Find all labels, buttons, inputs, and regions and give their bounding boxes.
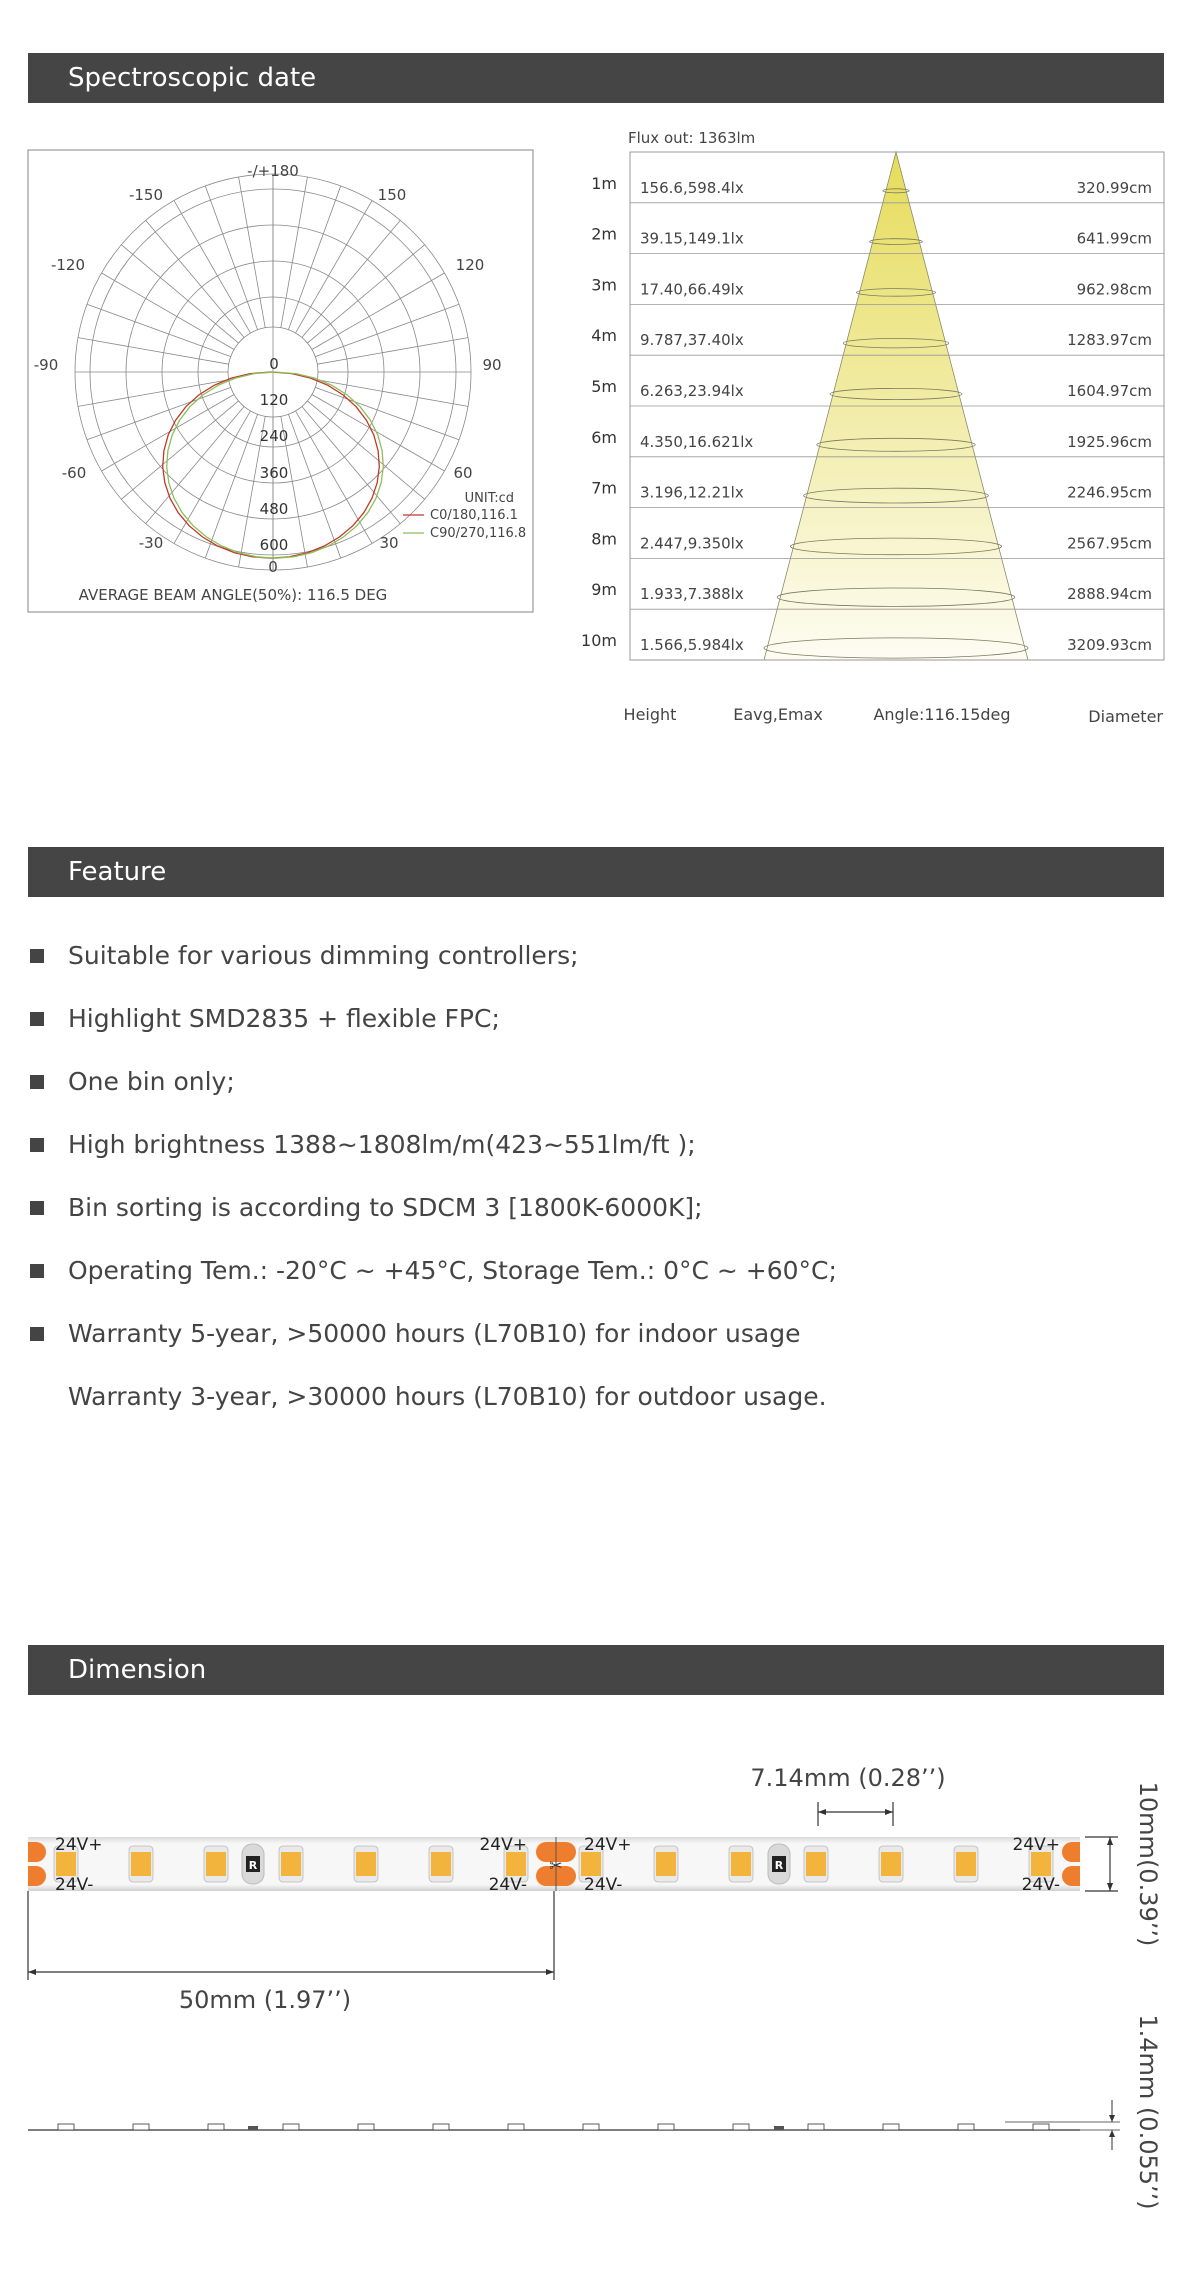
side-profile-components — [58, 2124, 1049, 2130]
led-chip-icon — [131, 1852, 151, 1876]
cone-diameter-value: 1283.97cm — [1067, 331, 1152, 350]
cone-diameter-value: 641.99cm — [1076, 229, 1152, 248]
thickness-dimension-label: 1.4mm (0.055’’) — [1134, 2014, 1162, 2210]
voltage-label-positive: 24V+ — [479, 1835, 527, 1855]
arrowhead-icon — [1109, 2115, 1115, 2137]
voltage-label-positive: 24V+ — [584, 1835, 632, 1855]
polar-grid-spoke — [315, 304, 459, 356]
feature-item-continuation: Warranty 3-year, >30000 hours (L70B10) for outdoor usage. — [68, 1382, 827, 1411]
section-title-text: Dimension — [68, 1655, 207, 1685]
cone-illuminance-value: 1.933,7.388lx — [640, 585, 744, 604]
led-chip-icon — [206, 1852, 226, 1876]
polar-grid-spoke — [317, 338, 468, 365]
voltage-label-negative: 24V- — [488, 1875, 527, 1895]
square-bullet-icon — [30, 1264, 44, 1278]
cone-diameter-value: 2246.95cm — [1067, 483, 1152, 502]
polar-grid-spoke — [121, 245, 238, 343]
cone-illuminance-value: 4.350,16.621lx — [640, 432, 754, 451]
polar-grid-spoke — [281, 177, 308, 328]
profile-led-chip — [433, 2124, 449, 2130]
led-chip-icon — [956, 1852, 976, 1876]
polar-angle-label: -/+180 — [247, 162, 299, 180]
cone-diameter-value: 1925.96cm — [1067, 432, 1152, 451]
voltage-label-negative: 24V- — [55, 1875, 94, 1895]
section-title-text: Spectroscopic date — [68, 63, 317, 93]
cone-height-label: 7m — [591, 478, 617, 498]
polar-angle-label: 30 — [379, 534, 399, 552]
polar-angle-label: -90 — [33, 356, 59, 374]
cone-diameter-value: 320.99cm — [1076, 178, 1152, 197]
feature-item: Operating Tem.: -20°C ~ +45°C, Storage Tem.: 0°C ~ +60°C; — [28, 1239, 1164, 1302]
led-chip-icon — [806, 1852, 826, 1876]
illuminance-cone-diagram — [581, 129, 1164, 726]
cone-illuminance-value: 2.447,9.350lx — [640, 534, 744, 553]
polar-grid-spoke — [146, 406, 244, 523]
polar-grid-spoke — [102, 273, 235, 350]
cone-height-label: 4m — [591, 326, 617, 346]
polar-grid-spoke — [296, 411, 373, 544]
led-chip-icon — [281, 1852, 301, 1876]
cone-illuminance-value: 3.196,12.21lx — [640, 483, 744, 502]
polar-radial-label: 240 — [259, 427, 289, 445]
polar-grid-spoke — [174, 201, 251, 334]
flux-out-label: Flux out: 1363lm — [628, 129, 756, 147]
polar-grid-spoke — [302, 220, 400, 337]
cut-length-dimension-label: 50mm (1.97’’) — [178, 1986, 352, 2014]
profile-led-chip — [658, 2124, 674, 2130]
led-chip-icon — [506, 1852, 526, 1876]
resistor-label: R — [248, 1859, 258, 1872]
cone-diameter-value: 1604.97cm — [1067, 382, 1152, 400]
polar-radial-label: 600 — [259, 536, 289, 554]
feature-item: Highlight SMD2835 + flexible FPC; — [28, 987, 1164, 1050]
cone-illuminance-value: 156.6,598.4lx — [640, 178, 744, 197]
polar-angle-label: -30 — [138, 534, 164, 552]
dimension-drawing — [0, 1740, 1191, 2293]
led-chip-icon — [731, 1852, 751, 1876]
polar-grid-spoke — [121, 401, 238, 499]
photometric-charts — [0, 0, 1191, 760]
voltage-label-positive: 24V+ — [55, 1835, 103, 1855]
cone-height-label: 5m — [591, 377, 617, 396]
cone-diameter-value: 2567.95cm — [1067, 534, 1152, 553]
polar-angle-label: 60 — [453, 464, 473, 482]
polar-grid-spoke — [315, 387, 459, 439]
square-bullet-icon — [30, 1138, 44, 1152]
cone-height-label: 1m — [591, 173, 617, 193]
polar-grid-spoke — [87, 304, 231, 356]
polar-angle-label: 150 — [377, 186, 407, 204]
led-chip-icon — [431, 1852, 451, 1876]
cone-illuminance-value: 1.566,5.984lx — [640, 636, 744, 654]
feature-item: One bin only; — [28, 1050, 1164, 1113]
led-chip-icon — [656, 1852, 676, 1876]
square-bullet-icon — [30, 1012, 44, 1026]
polar-radial-label: 120 — [259, 391, 289, 409]
polar-grid-spoke — [296, 201, 373, 334]
profile-resistor — [774, 2126, 784, 2130]
profile-led-chip — [958, 2124, 974, 2130]
profile-led-chip — [508, 2124, 524, 2130]
polar-grid-spoke — [205, 186, 257, 330]
square-bullet-icon — [30, 1201, 44, 1215]
voltage-label-positive: 24V+ — [1012, 1835, 1060, 1855]
cone-height-label: 2m — [591, 224, 617, 244]
polar-grid-spoke — [307, 401, 424, 499]
voltage-label-negative: 24V- — [1021, 1875, 1060, 1895]
polar-grid-spoke — [78, 338, 229, 365]
profile-led-chip — [133, 2124, 149, 2130]
cone-illuminance-value: 9.787,37.40lx — [640, 331, 744, 350]
beam-angle-caption: AVERAGE BEAM ANGLE(50%): 116.5 DEG — [78, 586, 388, 604]
section-title-feature — [28, 847, 1164, 897]
polar-grid-spoke — [205, 414, 257, 558]
square-bullet-icon — [30, 949, 44, 963]
profile-led-chip — [358, 2124, 374, 2130]
polar-angle-label: -120 — [50, 256, 86, 274]
profile-led-chip — [58, 2124, 74, 2130]
legend-entry: C90/270,116.8 — [430, 526, 527, 541]
polar-angle-label: 0 — [268, 558, 278, 576]
feature-item: Warranty 5-year, >50000 hours (L70B10) for indoor usage — [28, 1302, 1164, 1365]
legend-entry: C0/180,116.1 — [430, 508, 518, 523]
led-chip-icon — [881, 1852, 901, 1876]
square-bullet-icon — [30, 1327, 44, 1341]
polar-radial-label: 0 — [269, 355, 279, 373]
feature-list — [28, 924, 1164, 1428]
pitch-dimension-label: 7.14mm (0.28’’) — [750, 1764, 946, 1792]
cone-height-label: 10m — [581, 631, 617, 650]
polar-radial-label: 480 — [259, 500, 289, 518]
cone-height-label: 6m — [591, 427, 617, 447]
polar-grid-spoke — [288, 186, 340, 330]
cone-diameter-value: 962.98cm — [1076, 280, 1152, 299]
cone-footer-height: Height — [623, 705, 677, 724]
polar-radial-label: 360 — [259, 464, 289, 482]
led-chip-icon — [581, 1852, 601, 1876]
feature-item: Bin sorting is according to SDCM 3 [1800K-6000K]; — [28, 1176, 1164, 1239]
led-chip-icon — [1031, 1852, 1051, 1876]
profile-resistor — [248, 2126, 258, 2130]
feature-item: High brightness 1388~1808lm/m(423~551lm/ft ); — [28, 1113, 1164, 1176]
cone-illuminance-value: 39.15,149.1lx — [640, 229, 744, 248]
width-dimension-label: 10mm(0.39’’) — [1134, 1781, 1162, 1947]
square-bullet-icon — [30, 1075, 44, 1089]
profile-led-chip — [883, 2124, 899, 2130]
section-title-dimension — [28, 1645, 1164, 1695]
cone-height-label: 9m — [591, 580, 617, 600]
cone-illuminance-value: 6.263,23.94lx — [640, 382, 744, 400]
scissors-icon: ✂ — [549, 1856, 563, 1875]
cone-footer-eavg: Eavg,Emax — [733, 705, 823, 724]
cone-diameter-value: 2888.94cm — [1067, 585, 1152, 604]
cone-illuminance-value: 17.40,66.49lx — [640, 280, 744, 299]
polar-grid-spoke — [307, 245, 424, 343]
polar-grid-spoke — [174, 411, 251, 544]
profile-led-chip — [583, 2124, 599, 2130]
polar-grid-spoke — [288, 414, 340, 558]
led-chip-icon — [56, 1852, 76, 1876]
profile-led-chip — [733, 2124, 749, 2130]
profile-led-chip — [1033, 2124, 1049, 2130]
voltage-label-negative: 24V- — [584, 1875, 623, 1895]
cone-footer-diameter: Diameter — [1088, 707, 1163, 726]
polar-grid-spoke — [87, 387, 231, 439]
polar-angle-label: 120 — [455, 256, 485, 274]
unit-label: UNIT:cd — [464, 491, 514, 506]
polar-grid-spoke — [239, 177, 266, 328]
polar-diagram — [34, 162, 526, 576]
led-chip-icon — [356, 1852, 376, 1876]
polar-grid-spoke — [312, 273, 445, 350]
profile-led-chip — [283, 2124, 299, 2130]
cone-height-label: 8m — [591, 529, 617, 549]
polar-grid-spoke — [146, 220, 244, 337]
cone-height-label: 3m — [591, 275, 617, 295]
cone-footer-angle: Angle:116.15deg — [873, 705, 1011, 724]
resistor-label: R — [774, 1859, 784, 1872]
feature-item: Suitable for various dimming controllers; — [28, 924, 1164, 987]
polar-angle-label: 90 — [482, 356, 502, 374]
polar-angle-label: -150 — [128, 186, 164, 204]
polar-angle-label: -60 — [61, 464, 87, 482]
cone-diameter-value: 3209.93cm — [1067, 636, 1152, 654]
section-title-text: Feature — [68, 857, 167, 887]
profile-led-chip — [208, 2124, 224, 2130]
profile-led-chip — [808, 2124, 824, 2130]
polar-grid-spoke — [302, 406, 400, 523]
